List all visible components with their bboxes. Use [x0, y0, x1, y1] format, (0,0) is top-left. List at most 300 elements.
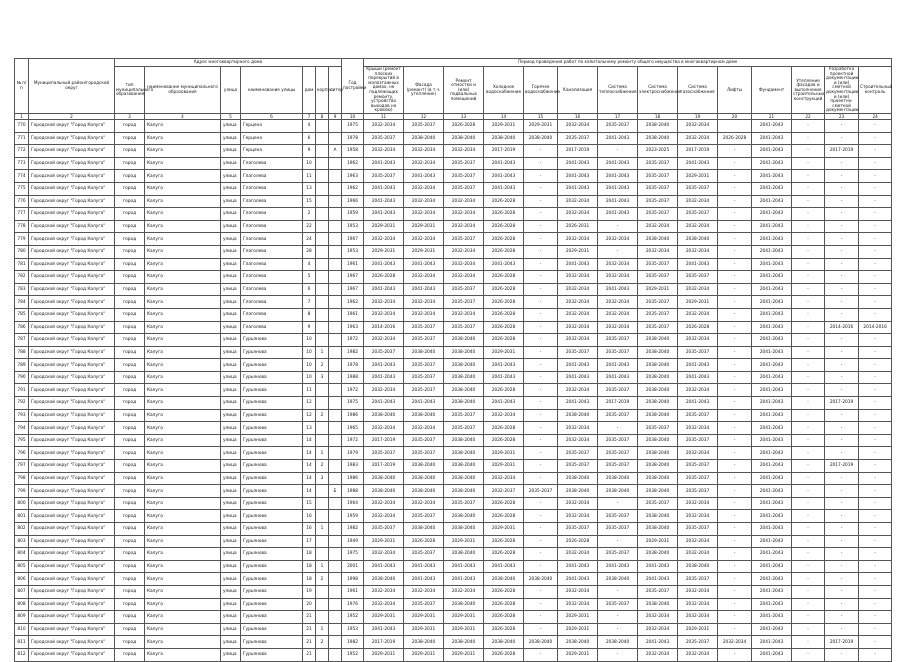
table-cell: Городской округ "Город Калуга"	[29, 321, 115, 334]
table-row	[15, 271, 892, 284]
table-cell: -	[825, 120, 859, 133]
table-cell: -	[718, 623, 752, 636]
table-cell: 2041-2043	[598, 182, 638, 195]
table-cell	[329, 195, 342, 208]
table-cell: -	[825, 258, 859, 271]
table-cell: улица	[221, 283, 241, 296]
table-cell: 2017-2019	[825, 397, 859, 410]
table-cell: 2026-2028	[484, 623, 524, 636]
column-number-cell: 1	[15, 114, 29, 120]
table-cell	[316, 170, 329, 183]
table-cell: 2032-2034	[404, 585, 444, 598]
table-cell	[316, 485, 329, 498]
table-cell: 2026-2028	[484, 434, 524, 447]
table-cell: -	[718, 447, 752, 460]
table-row	[15, 245, 892, 258]
table-cell: 2038-2040	[638, 384, 678, 397]
table-cell: 2029-2031	[444, 648, 484, 661]
table-cell: 2017-2019	[825, 145, 859, 158]
table-cell: Городской округ "Город Калуга"	[29, 497, 115, 510]
table-cell: 2035-2037	[678, 208, 718, 221]
table-cell: улица	[221, 636, 241, 649]
table-cell: 781	[15, 258, 29, 271]
table-cell: Калуга	[145, 648, 221, 661]
table-cell: -	[792, 195, 825, 208]
table-cell: 2032-2034	[404, 195, 444, 208]
table-cell: Калуга	[145, 132, 221, 145]
table-cell: Глаголева	[241, 296, 303, 309]
table-cell	[316, 258, 329, 271]
table-cell: -	[825, 182, 859, 195]
column-number-cell: 12	[404, 114, 444, 120]
table-cell: 8	[303, 308, 316, 321]
table-cell: 2041-2043	[752, 132, 792, 145]
table-cell: 2026-2028	[484, 233, 524, 246]
table-cell: 1949	[342, 535, 364, 548]
table-cell: 2035-2037	[678, 523, 718, 536]
table-cell: Городской округ "Город Калуга"	[29, 523, 115, 536]
table-cell: 2041-2043	[404, 560, 444, 573]
table-cell: 2029-2031	[558, 648, 598, 661]
table-cell: -	[524, 321, 558, 334]
table-cell: 2041-2043	[598, 132, 638, 145]
table-cell: -	[792, 623, 825, 636]
table-cell: 2032-2034	[364, 334, 404, 347]
table-cell: 2032-2034	[364, 510, 404, 523]
header-cell: Лифты	[718, 67, 752, 114]
table-cell: 2029-2031	[638, 535, 678, 548]
header-cell: Крыши (ремонт плоских перекрытий в малоэтажных домах, не подлежащих ремонту, устройство выходов на кровлю)	[364, 67, 404, 114]
table-cell: Глаголева	[241, 170, 303, 183]
table-cell: 2041-2043	[678, 359, 718, 372]
table-cell	[329, 233, 342, 246]
table-cell: 2001	[342, 560, 364, 573]
table-cell: 2029-2031	[364, 535, 404, 548]
table-cell: -	[792, 208, 825, 221]
table-cell: -	[524, 308, 558, 321]
table-cell: -	[524, 535, 558, 548]
table-cell: город	[115, 611, 145, 624]
table-cell: 2026-2028	[484, 510, 524, 523]
table-cell: 7	[303, 296, 316, 309]
column-header-row	[15, 67, 892, 114]
table-cell: Калуга	[145, 321, 221, 334]
table-cell: Гурьянова	[241, 497, 303, 510]
table-cell: 808	[15, 598, 29, 611]
table-cell: 22	[303, 220, 316, 233]
table-cell: -	[792, 359, 825, 372]
table-cell: 2032-2034	[558, 321, 598, 334]
table-cell: -	[792, 573, 825, 586]
table-cell: -	[825, 573, 859, 586]
table-cell: улица	[221, 334, 241, 347]
table-cell: 2032-2034	[444, 245, 484, 258]
table-cell: -	[825, 497, 859, 510]
table-cell: -	[524, 296, 558, 309]
table-cell: улица	[221, 648, 241, 661]
table-cell: 2041-2043	[598, 170, 638, 183]
table-cell: 2	[316, 460, 329, 473]
table-cell: 2041-2043	[364, 195, 404, 208]
table-cell: 1978	[342, 132, 364, 145]
table-cell	[316, 296, 329, 309]
table-cell: Гурьянова	[241, 397, 303, 410]
table-cell: Гурьянова	[241, 560, 303, 573]
table-cell: 2041-2043	[558, 182, 598, 195]
table-cell: 2035-2037	[444, 170, 484, 183]
table-cell: 2041-2043	[752, 371, 792, 384]
table-cell: 14	[303, 472, 316, 485]
table-cell: -	[792, 384, 825, 397]
table-cell	[329, 245, 342, 258]
table-cell: 2035-2037	[678, 409, 718, 422]
column-number-cell: 21	[752, 114, 792, 120]
table-cell: 2041-2043	[598, 157, 638, 170]
table-cell: 1	[316, 447, 329, 460]
table-cell: 2041-2043	[444, 573, 484, 586]
column-number-cell: 4	[145, 114, 221, 120]
table-row	[15, 296, 892, 309]
table-cell	[329, 523, 342, 536]
table-cell: -	[524, 510, 558, 523]
table-cell: -	[524, 170, 558, 183]
table-cell: 2035-2037	[598, 334, 638, 347]
table-cell: 13	[303, 422, 316, 435]
table-cell	[316, 497, 329, 510]
table-cell: город	[115, 560, 145, 573]
table-cell: -	[718, 170, 752, 183]
table-cell: 783	[15, 283, 29, 296]
column-number-cell: 11	[364, 114, 404, 120]
table-cell: 2035-2037	[638, 422, 678, 435]
table-cell: 2032-2034	[678, 447, 718, 460]
table-cell: Глаголева	[241, 208, 303, 221]
table-cell: -	[859, 623, 892, 636]
table-cell: -	[825, 422, 859, 435]
table-cell: 2035-2037	[598, 460, 638, 473]
table-cell: улица	[221, 460, 241, 473]
table-cell: 2032-2034	[364, 296, 404, 309]
table-cell: Калуга	[145, 560, 221, 573]
table-cell: 2041-2043	[752, 233, 792, 246]
table-cell	[329, 132, 342, 145]
table-cell: 2029-2031	[444, 535, 484, 548]
table-cell: Городской округ "Город Калуга"	[29, 308, 115, 321]
table-cell: город	[115, 384, 145, 397]
table-cell	[316, 585, 329, 598]
table-cell: 1962	[342, 182, 364, 195]
table-cell: улица	[221, 346, 241, 359]
table-cell: -	[524, 271, 558, 284]
header-cell: Ремонт отмостки и (или) подвальных помещений	[444, 67, 484, 114]
table-cell: город	[115, 359, 145, 372]
table-cell: 2041-2043	[752, 397, 792, 410]
table-cell: 2032-2034	[598, 308, 638, 321]
table-cell: город	[115, 371, 145, 384]
table-cell: 2041-2043	[752, 245, 792, 258]
table-cell: Гурьянова	[241, 434, 303, 447]
table-cell: Калуга	[145, 258, 221, 271]
table-cell: Гурьянова	[241, 460, 303, 473]
table-cell: 2038-2040	[444, 346, 484, 359]
table-cell: 2026-2028	[484, 296, 524, 309]
table-cell: 1979	[342, 447, 364, 460]
table-cell: 2035-2037	[638, 157, 678, 170]
header-cell: улица	[221, 67, 241, 114]
table-cell: -	[792, 472, 825, 485]
table-row	[15, 648, 892, 661]
table-cell: 2032-2034	[404, 157, 444, 170]
table-cell: -	[792, 397, 825, 410]
table-cell: 800	[15, 497, 29, 510]
table-cell: 2038-2040	[638, 434, 678, 447]
table-cell	[316, 233, 329, 246]
group-header-row	[15, 59, 892, 67]
table-cell: 2035-2037	[638, 258, 678, 271]
table-cell: -	[524, 334, 558, 347]
table-cell: 2041-2043	[558, 573, 598, 586]
table-cell: 2035-2037	[638, 170, 678, 183]
table-cell: Калуга	[145, 308, 221, 321]
table-cell: -	[792, 447, 825, 460]
table-row	[15, 120, 892, 133]
table-cell: 2041-2043	[484, 157, 524, 170]
table-cell: 2032-2034	[364, 497, 404, 510]
table-cell: 2038-2040	[484, 573, 524, 586]
table-cell: 2038-2040	[364, 573, 404, 586]
table-cell: 2032-2034	[364, 598, 404, 611]
table-cell: 2038-2040	[638, 447, 678, 460]
table-cell: 2029-2031	[404, 245, 444, 258]
table-cell: Калуга	[145, 220, 221, 233]
table-cell: 1	[316, 623, 329, 636]
table-cell: улица	[221, 384, 241, 397]
header-cell: Строительный контроль	[859, 67, 892, 114]
table-cell: 2038-2040	[638, 510, 678, 523]
table-cell: 2041-2043	[444, 560, 484, 573]
table-cell: 2035-2037	[444, 157, 484, 170]
table-cell: 2029-2031	[444, 623, 484, 636]
table-cell: -	[825, 611, 859, 624]
table-cell: -	[825, 220, 859, 233]
table-cell: -	[792, 510, 825, 523]
table-cell: Городской округ "Город Калуга"	[29, 636, 115, 649]
table-cell: 2041-2043	[752, 548, 792, 561]
table-cell: -	[718, 485, 752, 498]
table-cell: -	[718, 334, 752, 347]
table-cell: Глаголева	[241, 321, 303, 334]
table-cell: 2032-2034	[404, 145, 444, 158]
table-cell: город	[115, 636, 145, 649]
table-cell: 6	[303, 283, 316, 296]
table-cell: 2038-2040	[524, 573, 558, 586]
table-cell: 2035-2037	[404, 321, 444, 334]
table-cell: -	[524, 422, 558, 435]
table-cell: -	[598, 585, 638, 598]
table-cell: 2026-2028	[718, 132, 752, 145]
table-cell: -	[792, 598, 825, 611]
table-cell: улица	[221, 611, 241, 624]
table-cell: 780	[15, 245, 29, 258]
table-cell	[329, 434, 342, 447]
table-cell: город	[115, 447, 145, 460]
table-cell: Герцена	[241, 145, 303, 158]
table-cell: 2026-2028	[678, 321, 718, 334]
table-cell: 2032-2034	[638, 245, 678, 258]
table-cell: -	[598, 611, 638, 624]
table-cell: 2032-2034	[404, 497, 444, 510]
table-cell: -	[825, 208, 859, 221]
table-cell: 2029-2031	[638, 283, 678, 296]
table-cell	[316, 208, 329, 221]
table-cell: -	[718, 145, 752, 158]
table-cell: 2032-2034	[444, 145, 484, 158]
table-cell: -	[859, 434, 892, 447]
table-cell: Городской округ "Город Калуга"	[29, 611, 115, 624]
table-cell: город	[115, 485, 145, 498]
table-cell: 812	[15, 648, 29, 661]
table-cell: 2029-2031	[484, 346, 524, 359]
table-cell: улица	[221, 359, 241, 372]
table-cell: 2035-2037	[678, 434, 718, 447]
header-cell: Фундамент	[752, 67, 792, 114]
table-cell: город	[115, 523, 145, 536]
table-cell: город	[115, 510, 145, 523]
table-cell: 11	[303, 170, 316, 183]
table-cell: 2029-2031	[558, 611, 598, 624]
table-cell: 2041-2043	[404, 283, 444, 296]
table-cell: 2035-2037	[404, 120, 444, 133]
table-cell: Гурьянова	[241, 523, 303, 536]
table-cell: город	[115, 233, 145, 246]
table-cell: 2026-2028	[484, 271, 524, 284]
table-cell: город	[115, 397, 145, 410]
table-cell: 2026-2028	[484, 245, 524, 258]
table-cell: 1953	[342, 220, 364, 233]
table-cell: -	[718, 271, 752, 284]
table-cell: 2029-2031	[404, 220, 444, 233]
table-cell: 784	[15, 296, 29, 309]
table-cell: 2032-2034	[678, 585, 718, 598]
table-cell: 2032-2034	[444, 208, 484, 221]
table-cell: 2038-2040	[638, 334, 678, 347]
table-cell: 792	[15, 397, 29, 410]
table-cell: 2035-2037	[364, 346, 404, 359]
table-cell: 2041-2043	[752, 145, 792, 158]
table-cell: -	[524, 233, 558, 246]
table-cell: 2041-2043	[752, 308, 792, 321]
table-cell: 2041-2043	[752, 120, 792, 133]
table-cell: 2026-2028	[484, 497, 524, 510]
table-cell: 2035-2037	[404, 359, 444, 372]
table-cell: Городской округ "Город Калуга"	[29, 334, 115, 347]
table-cell: Городской округ "Город Калуга"	[29, 145, 115, 158]
table-cell: -	[598, 497, 638, 510]
table-cell: -	[825, 409, 859, 422]
table-cell: город	[115, 585, 145, 598]
table-cell: 2032-2034	[558, 585, 598, 598]
table-cell: -	[792, 497, 825, 510]
table-cell: 770	[15, 120, 29, 133]
table-cell: 2038-2040	[558, 485, 598, 498]
table-cell: 2038-2040	[638, 523, 678, 536]
table-row	[15, 182, 892, 195]
table-cell: 2026-2028	[558, 535, 598, 548]
table-cell: Гурьянова	[241, 359, 303, 372]
table-cell: 21	[303, 636, 316, 649]
table-cell: улица	[221, 485, 241, 498]
table-cell: -	[859, 422, 892, 435]
table-cell: 801	[15, 510, 29, 523]
table-cell: 2032-2034	[558, 271, 598, 284]
table-row	[15, 585, 892, 598]
table-cell: 2041-2043	[364, 157, 404, 170]
table-cell: 2014-2016	[825, 321, 859, 334]
table-cell: 2032-2034	[404, 233, 444, 246]
table-cell: 2	[316, 359, 329, 372]
table-cell: -	[718, 182, 752, 195]
table-cell: -	[859, 283, 892, 296]
table-cell	[316, 283, 329, 296]
table-cell: 2038-2040	[484, 132, 524, 145]
table-cell: 2032-2034	[678, 422, 718, 435]
table-cell: 2035-2037	[638, 271, 678, 284]
table-cell: город	[115, 422, 145, 435]
table-cell: улица	[221, 220, 241, 233]
table-cell	[316, 648, 329, 661]
table-row	[15, 170, 892, 183]
table-cell: -	[859, 409, 892, 422]
table-cell: Глаголева	[241, 233, 303, 246]
table-cell: 2032-2034	[404, 308, 444, 321]
table-cell: 2032-2034	[598, 258, 638, 271]
table-cell: 2032-2034	[598, 321, 638, 334]
table-cell: 1978	[342, 359, 364, 372]
table-cell: 2032-2034	[444, 585, 484, 598]
table-cell: 2041-2043	[752, 510, 792, 523]
table-cell: -	[718, 245, 752, 258]
table-cell: -	[718, 283, 752, 296]
table-cell: 785	[15, 308, 29, 321]
table-cell: 798	[15, 472, 29, 485]
table-cell: город	[115, 195, 145, 208]
table-cell: 2029-2031	[678, 170, 718, 183]
table-cell: -	[825, 233, 859, 246]
table-cell: -	[859, 145, 892, 158]
column-number-cell: 16	[558, 114, 598, 120]
table-cell: -	[859, 472, 892, 485]
table-cell: 2032-2034	[558, 208, 598, 221]
table-cell: 2035-2037	[598, 510, 638, 523]
table-cell: -	[524, 434, 558, 447]
table-cell: 2038-2040	[598, 485, 638, 498]
table-cell: 2038-2040	[444, 371, 484, 384]
table-cell: улица	[221, 157, 241, 170]
table-row	[15, 434, 892, 447]
table-cell: 2038-2040	[444, 359, 484, 372]
table-cell: -	[524, 497, 558, 510]
table-cell: 2032-2034	[444, 195, 484, 208]
table-cell: -	[524, 472, 558, 485]
table-cell: 2038-2040	[364, 409, 404, 422]
table-cell: 2035-2037	[598, 548, 638, 561]
table-cell: 777	[15, 208, 29, 221]
table-cell: улица	[221, 145, 241, 158]
table-cell: 2038-2040	[598, 636, 638, 649]
table-cell: -	[792, 132, 825, 145]
table-cell: 2038-2040	[678, 560, 718, 573]
table-row	[15, 359, 892, 372]
